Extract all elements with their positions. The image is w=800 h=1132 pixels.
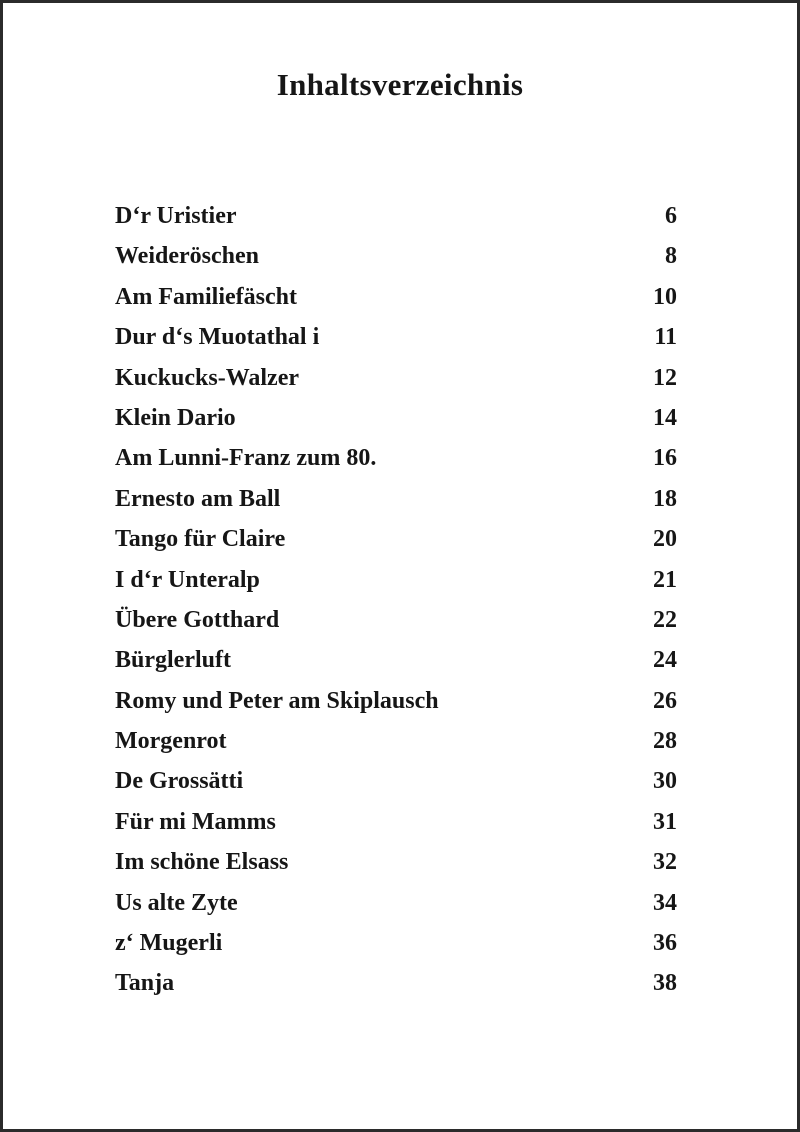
toc-entry (115, 883, 677, 923)
toc-entry (115, 358, 677, 398)
toc-entry (115, 842, 677, 882)
toc-entry-title: Morgenrot (115, 728, 227, 755)
toc-entry-page-number: 24 (653, 647, 677, 674)
toc-entry-page-number: 6 (665, 203, 677, 229)
page-title: Inhaltsverzeichnis (276, 67, 524, 102)
toc-entry-title: D‘r Uristier (115, 203, 237, 229)
toc-entry-title: Übere Gotthard (115, 606, 280, 633)
toc-entry-page-number: 12 (653, 364, 677, 391)
toc-entry (115, 236, 677, 276)
toc-entry (115, 802, 677, 842)
toc-entry-page-number: 26 (653, 687, 677, 714)
toc-entry (115, 519, 677, 559)
toc-entry (115, 721, 677, 761)
toc-entry-page-number: 38 (653, 970, 677, 997)
toc-entry-page-number: 34 (653, 889, 677, 916)
toc-entry-title: Klein Dario (115, 404, 236, 431)
toc-entry-page-number: 18 (653, 485, 677, 512)
toc-entry-title: Ernesto am Ball (115, 485, 281, 512)
toc-entry-page-number: 30 (653, 768, 677, 795)
toc-entry (115, 600, 677, 640)
toc-entry-page-number: 16 (653, 445, 677, 472)
toc-entry (115, 640, 677, 680)
toc-entry (115, 681, 677, 721)
toc-entry-title: Für mi Mamms (115, 808, 276, 835)
toc-entry-title: z‘ Mugerli (115, 930, 223, 957)
toc-entry (115, 923, 677, 963)
toc-entry-page-number: 11 (654, 324, 677, 351)
toc-entry-page-number: 36 (653, 930, 677, 957)
toc-entry-title: Dur d‘s Muotathal i (115, 324, 320, 351)
toc-entry (115, 560, 677, 600)
toc-entry-title: Weideröschen (115, 243, 259, 270)
toc-entry-page-number: 31 (653, 808, 677, 835)
toc-entry (115, 963, 677, 1003)
toc-entry-title: Am Familiefäscht (115, 283, 297, 310)
toc-entry-title: I d‘r Unteralp (115, 566, 260, 593)
toc-entry-title: Romy und Peter am Skiplausch (115, 687, 439, 714)
toc-entry-page-number: 32 (653, 849, 677, 876)
toc-entry (115, 438, 677, 478)
toc-entry (115, 196, 677, 236)
toc-entry-title: Us alte Zyte (115, 889, 238, 916)
toc-entry-page-number: 20 (653, 526, 677, 553)
toc-entry-title: Tango für Claire (115, 526, 286, 553)
toc-entry (115, 479, 677, 519)
toc-entry-page-number: 28 (653, 728, 677, 755)
toc-entry-title: Im schöne Elsass (115, 849, 289, 876)
toc-entry-title: Tanja (115, 970, 175, 997)
toc-entry (115, 277, 677, 317)
toc-entry-page-number: 21 (653, 566, 677, 593)
toc-entry (115, 761, 677, 801)
toc-entry (115, 398, 677, 438)
toc-entry-title: De Grossätti (115, 768, 244, 795)
toc-entry (115, 317, 677, 357)
toc-list (115, 196, 677, 1004)
toc-entry-title: Bürglerluft (115, 647, 231, 674)
toc-entry-page-number: 8 (665, 243, 677, 270)
toc-entry-page-number: 10 (653, 283, 677, 310)
toc-entry-page-number: 14 (653, 404, 677, 431)
toc-entry-title: Am Lunni-Franz zum 80. (115, 445, 377, 472)
toc-entry-title: Kuckucks-Walzer (115, 364, 299, 391)
toc-entry-page-number: 22 (653, 606, 677, 633)
